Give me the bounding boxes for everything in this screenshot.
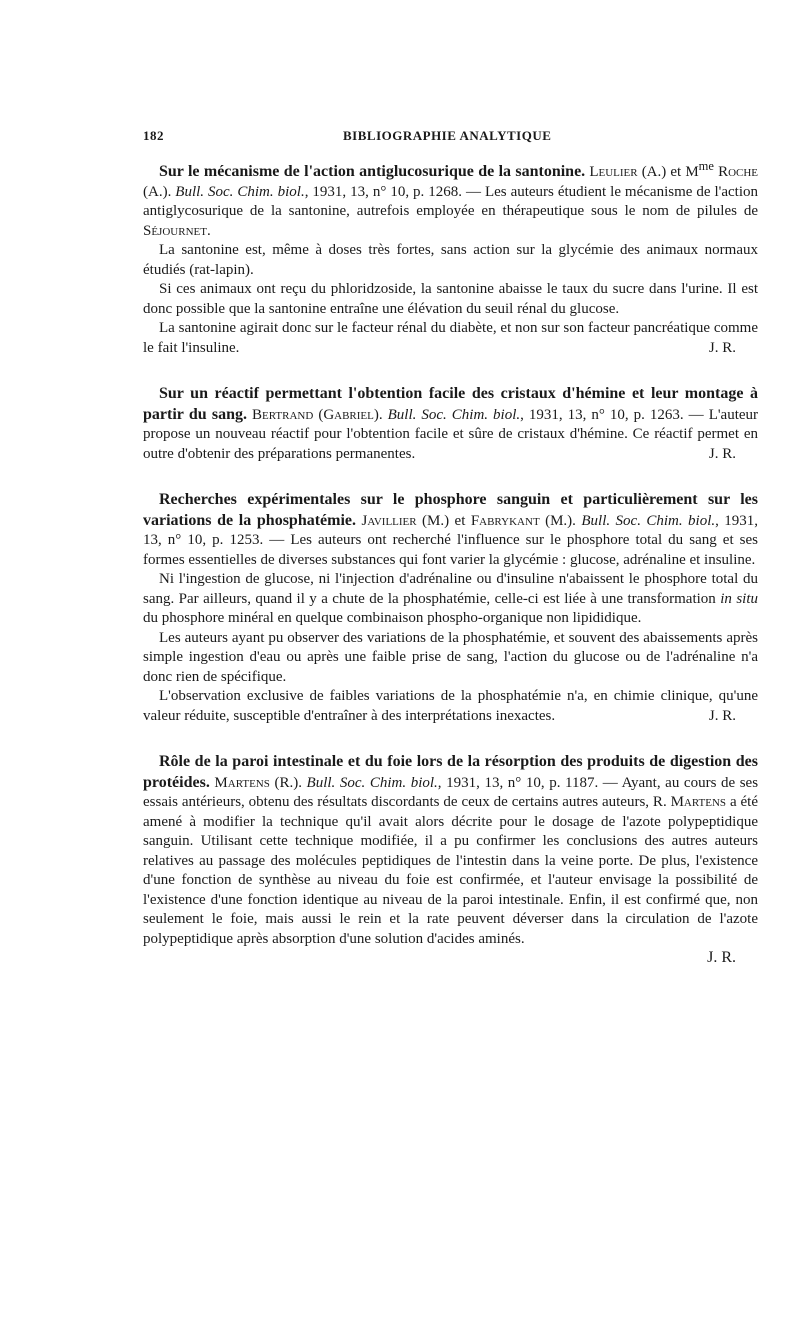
signature: J. R. <box>708 707 736 724</box>
journal-name: Bull. Soc. Chim. biol. <box>387 406 521 423</box>
emphasis-text: in situ <box>720 590 758 607</box>
paragraph: Si ces animaux ont reçu du phloridzoside, la santonine abaisse le taux du sucre dans l'urine. Il est donc possible que la santonine entraîne une élévation du seuil rénal du glucose. <box>143 281 758 317</box>
person-name: Séjournet <box>143 222 207 239</box>
journal-name: Bull. Soc. Chim. biol. <box>581 512 716 529</box>
author-initial: (M.) et <box>416 512 471 529</box>
article-first-paragraph <box>143 157 758 241</box>
author-name: Bertrand (Gabriel). <box>252 406 383 423</box>
author-name: Roche <box>718 164 759 180</box>
person-name: Martens <box>670 794 727 810</box>
article-santonine <box>143 157 758 358</box>
running-title: BIBLIOGRAPHIE ANALYTIQUE <box>343 128 552 143</box>
paragraph <box>143 319 758 358</box>
paragraph: La santonine est, même à doses très fortes, sans action sur la glycémie des animaux normaux étudiés (rat-lapin). <box>143 242 758 278</box>
paragraph-text: . <box>206 222 211 239</box>
article-title: Recherches expérimentales sur le phosphore sanguin et particulièrement sur les variations de la phosphatémie. <box>143 491 758 529</box>
article-title: Rôle de la paroi intestinale et du foie lors de la résorption des produits de digestion des protéides. <box>143 753 758 791</box>
author-name: Fabrykant <box>470 512 540 529</box>
article-first-paragraph <box>143 752 758 949</box>
signature: J. R. <box>708 339 736 356</box>
paragraph-text: Ni l'ingestion de glucose, ni l'injection d'adrénaline ou d'insuline n'abaissent le phosphore total du sang. Par ailleurs, quand il y a chute de la phosphatémie, celle-ci est liée à une transformation <box>143 571 758 607</box>
citation-ref: , 1931, 13, n° 10, p. 1187. — <box>437 774 622 791</box>
author-title-superscript: me <box>698 159 714 173</box>
article-title: Sur le mécanisme de l'action antiglucosurique de la santonine. <box>159 163 586 180</box>
article-first-paragraph <box>143 384 758 464</box>
author-initial: (A.). <box>143 183 176 200</box>
citation-ref: , 1931, 13, n° 10, p. 1268. — <box>304 183 485 200</box>
paragraph <box>143 687 758 726</box>
article-phosphore <box>143 490 758 726</box>
paragraph-text: Les auteurs ont recherché l'influence sur le phosphore total du sang et ses formes essentielles de diverses substances qui font varier la glycémie : glucose, adrénaline et insuline. <box>143 532 758 568</box>
page-content <box>143 157 758 993</box>
article-hemine <box>143 384 758 464</box>
paragraph: Les auteurs ayant pu observer des variations de la phosphatémie, et souvent des abaissements après simple ingestion d'eau ou après une faible prise de sang, l'action du glucose ou de l'adrénaline n'a donc rien de spécifique. <box>143 629 758 685</box>
article-title: Sur un réactif permettant l'obtention facile des cristaux d'hémine et leur montage à partir du sang. <box>143 385 758 423</box>
page-number: 182 <box>143 128 164 143</box>
signature: J. R. <box>707 949 736 966</box>
author-initial: (M.). <box>539 512 582 529</box>
article-paroi-intestinale <box>143 752 758 967</box>
author-name: Javillier <box>361 512 417 529</box>
paragraph-text: Ayant, au cours de ses essais antérieurs, obtenu des résultats discordants de ceux de certains autres auteurs, R. <box>143 774 759 810</box>
journal-name: Bull. Soc. Chim. biol. <box>306 774 438 791</box>
author-initial: (A.) et M <box>637 164 699 180</box>
citation-ref: , 1931, 13, n° 10, p. 1263. — <box>520 406 709 423</box>
paragraph-text: L'auteur propose un nouveau réactif pour l'obtention facile et sûre de cristaux d'hémine. Ce réactif permet en outre d'obtenir des préparations permanentes. <box>143 406 759 462</box>
paragraph-text: Les auteurs étudient le mécanisme de l'action antiglycosurique de la santonine, autrefois employée en thérapeutique sous le nom de pilules de <box>143 183 759 219</box>
paragraph-text: a été amené à modifier la technique qu'il avait alors décrite pour le dosage de l'azote polypeptidique sanguin. Utilisant cette technique modifiée, il a pu confirmer les conclusions des autres auteurs relatives au passage des molécules peptidiques de l'intestin dans la veine porte. De plus, l'existence d'une fonction de synthèse au niveau du foie est confirmée, et l'auteur envisage la possibilité de l'existence d'une fonction identique au niveau de la paroi intestinale. Enfin, il est confirmé que, non seulement le foie, mais aussi le rein et la rate peuvent déverser dans la circulation de l'azote polypeptidique après absorption d'une solution d'acides aminés. <box>143 794 758 947</box>
author-name: Leulier <box>589 164 638 180</box>
author-name: Martens (R.). <box>214 774 302 791</box>
paragraph-text: L'observation exclusive de faibles variations de la phosphatémie n'a, en chimie clinique, qu'une valeur réduite, susceptible d'entraîner à des interprétations inexactes. <box>143 688 758 724</box>
journal-name: Bull. Soc. Chim. biol. <box>175 183 305 200</box>
signature: J. R. <box>708 445 736 462</box>
paragraph-text: La santonine agirait donc sur le facteur rénal du diabète, et non sur son facteur pancréatique comme le fait l'insuline. <box>143 320 758 356</box>
paragraph-text: du phosphore minéral en quelque combinaison phospho-organique non lipididique. <box>143 610 642 626</box>
article-first-paragraph <box>143 490 758 570</box>
paragraph <box>143 570 758 629</box>
citation-ref: , 1931, 13, n° 10, p. 1253. — <box>143 512 759 548</box>
